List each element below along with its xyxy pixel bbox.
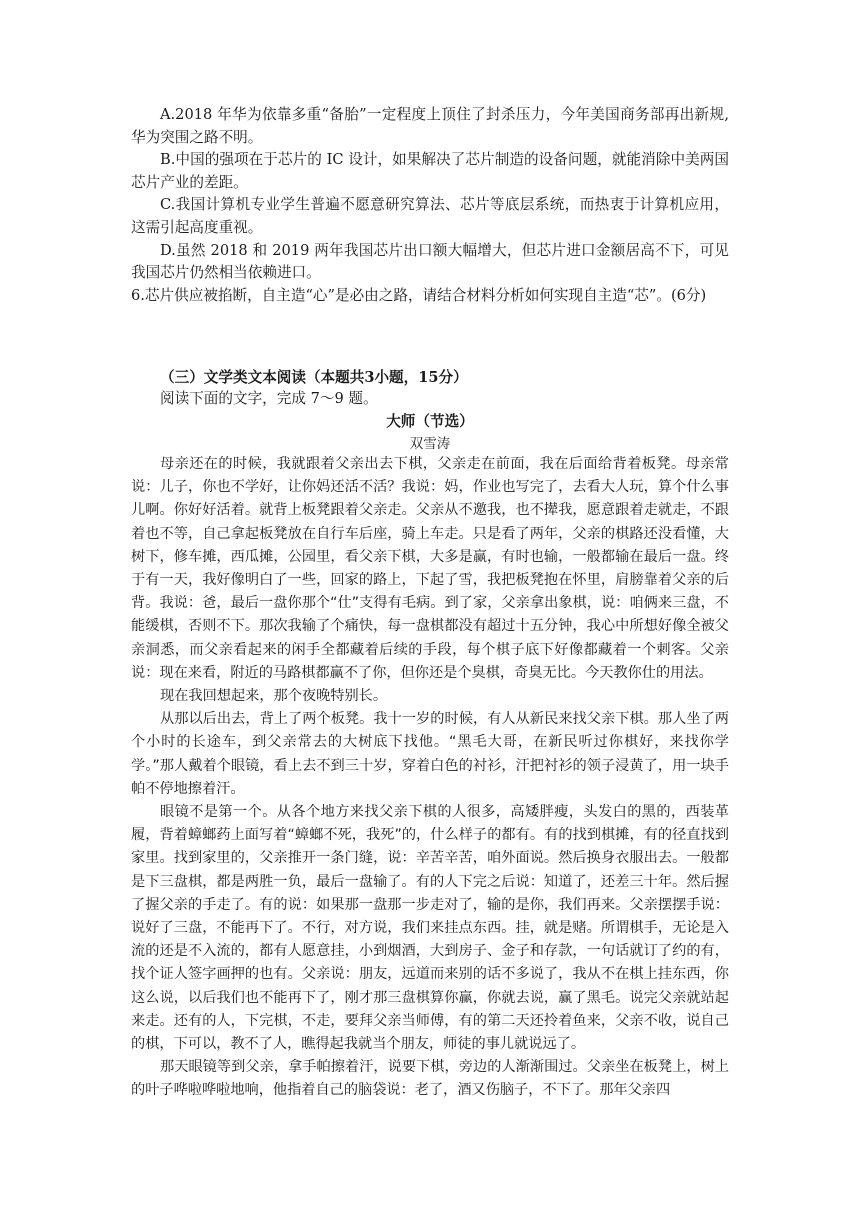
story-paragraph: 母亲还在的时候，我就跟着父亲出去下棋，父亲走在前面，我在后面给背着板凳。母亲常说：儿子，你也不学好，让你妈还活不活？我说：妈，作业也写完了，去看大人玩，算个什么事儿啊。你好好活着。就背上板凳跟着父亲走。父亲从不邀我，也不撵我，愿意跟着走就走，不跟着也不等，自己拿起板凳放在自行车后座，骑上车走。只是看了两年，父亲的棋路还没看懂，大树下，修车摊，西瓜摊，公园里，看父亲下棋，大多是赢，有时也输，一般都输在最后一盘。终于有一天，我好像明白了一些，回家的路上，下起了雪，我把板凳抱在怀里，肩膀靠着父亲的后背。我说：爸，最后一盘你那个“仕”支得有毛病。到了家，父亲拿出象棋，说：咱俩来三盘，不能缓棋，否则不下。那次我输了个痛快，每一盘棋都没有超过十五分钟，我心中所想好像全被父亲洞悉，而父亲看起来的闲手全都藏着后续的手段，每个棋子底下好像都藏着一个刺客。父亲说：现在来看，附近的马路棋都赢不了你，但你还是个臭棋，奇臭无比。今天教你仕的用法。: [131, 456, 729, 681]
story-title: 大师（节选）: [386, 413, 474, 430]
story-body: [131, 453, 729, 1103]
option-b: B.中国的强项在于芯片的 IC 设计，如果解决了芯片制造的设备问题，就能消除中美两国芯片产业的差距。: [131, 151, 729, 191]
section-instruction: 阅读下面的文字，完成 7～9 题。: [160, 390, 378, 407]
question-6: 6.芯片供应被掐断，自主造“心”是必由之路，请结合材料分析如何实现自主造“芯”。(6分): [131, 286, 707, 304]
section-heading: （三）文学类文本阅读（本题共3小题，15分）: [160, 369, 468, 386]
story-paragraph: 那天眼镜等到父亲，拿手帕擦着汗，说要下棋，旁边的人渐渐围过。父亲坐在板凳上，树上的叶子哗啦哗啦地响，他指着自己的脑袋说：老了，酒又伤脑子，不下了。那年父亲四: [131, 1059, 729, 1099]
choice-options: [131, 104, 729, 307]
story-paragraph: 现在我回想起来，那个夜晚特别长。: [160, 688, 388, 705]
option-d: D.虽然 2018 和 2019 两年我国芯片出口额大幅增大，但芯片进口金额居高不下，可见我国芯片仍然相当依赖进口。: [131, 241, 729, 282]
option-a: A.2018 年华为依靠多重“备胎”一定程度上顶住了封杀压力，今年美国商务部再出新规,华为突围之路不明。: [131, 106, 729, 146]
story-paragraph: 眼镜不是第一个。从各个地方来找父亲下棋的人很多，高矮胖瘦，头发白的黑的，西装革履，背着蟑螂药上面写着“蟑螂不死，我死”的，什么样子的都有。有的找到棋摊，有的径直找到家里。找到家里的，父亲推开一条门缝，说：辛苦辛苦，咱外面说。然后换身衣服出去。一般都是下三盘棋，都是两胜一负，最后一盘输了。有的人下完之后说：知道了，还差三十年。然后握了握父亲的手走了。有的说：如果那一盘那一步走对了，输的是你，我们再来。父亲摆摆手说：说好了三盘，不能再下了。不行，对方说，我们来挂点东西。挂，就是赌。所谓棋手，无论是入流的还是不入流的，都有人愿意挂，小到烟酒，大到房子、金子和存款，一句话就订了约的有，找个证人签字画押的也有。父亲说：朋友，远道而来别的话不多说了，我从不在棋上挂东西，你这么说，以后我们也不能再下了，刚才那三盘棋算你赢，你就去说，赢了黑毛。说完父亲就站起来走。还有的人，下完棋，不走，要拜父亲当师傅，有的第二天还拎着鱼来，父亲不收，说自己的棋，下可以，教不了人，瞧得起我就当个朋友，师徒的事儿就说远了。: [131, 804, 729, 1053]
story-author: 双雪涛: [409, 436, 451, 452]
option-c: C.我国计算机专业学生普遍不愿意研究算法、芯片等底层系统，而热衷于计算机应用，这需引起高度重视。: [131, 196, 729, 236]
story-paragraph: 从那以后出去，背上了两个板凳。我十一岁的时候，有人从新民来找父亲下棋。那人坐了两个小时的长途车，到父亲常去的大树底下找他。“黑毛大哥，在新民听过你棋好，来找你学学。”那人戴着个眼镜，看上去不到三十岁，穿着白色的衬衫，汗把衬衫的领子浸黄了，用一块手帕不停地擦着汗。: [131, 711, 729, 797]
